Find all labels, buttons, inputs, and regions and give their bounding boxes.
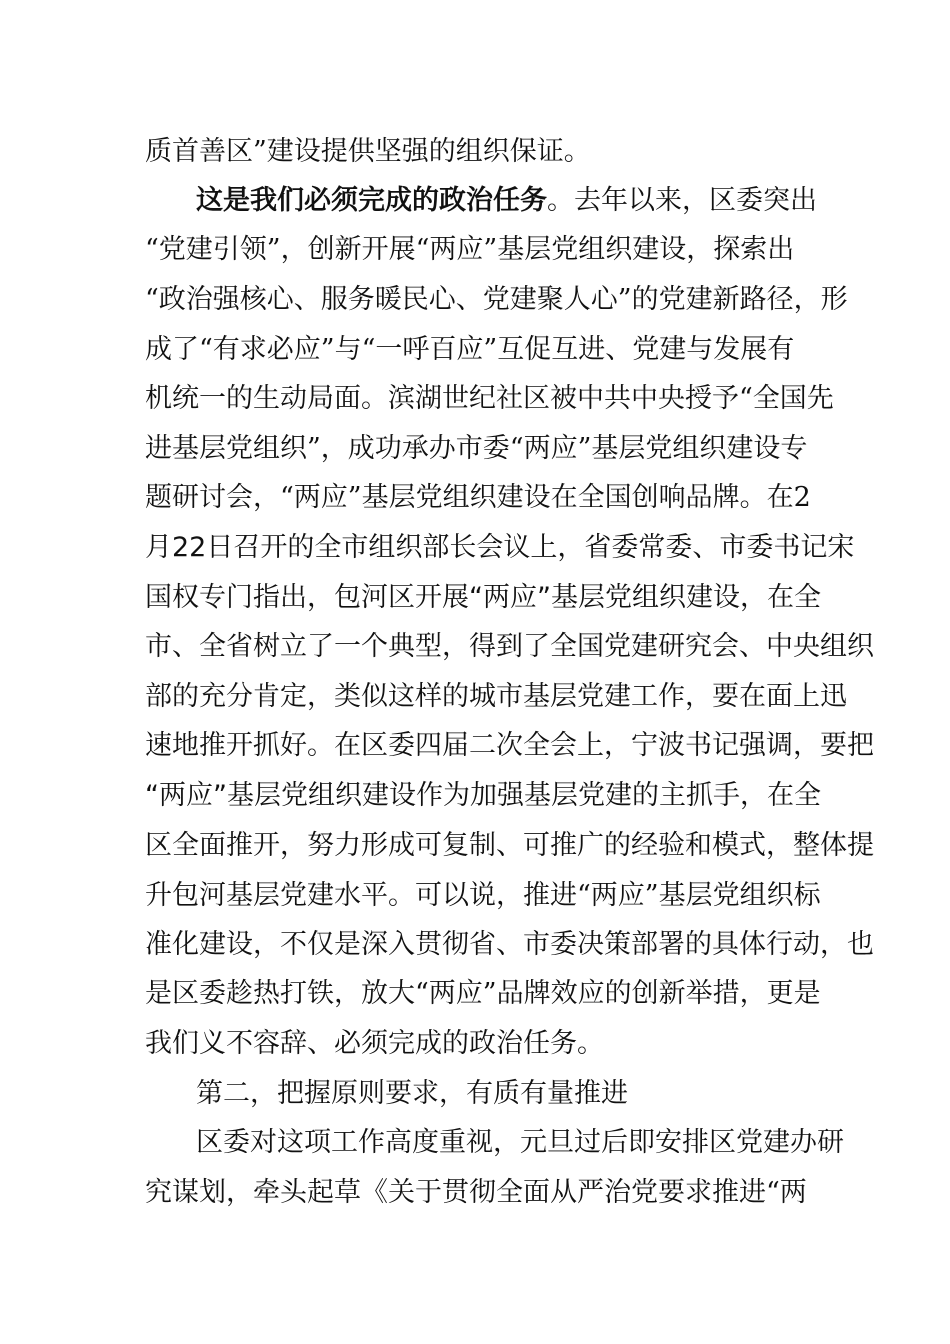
paragraph-line-16 xyxy=(145,877,821,913)
paragraph-line-5 xyxy=(145,332,794,368)
paragraph-line-8 xyxy=(145,480,811,516)
text-run: 究谋划，牵头起草《关于贯彻全面从严治党要求推进“两 xyxy=(145,1177,807,1208)
text-run: 月22日召开的全市组织部长会议上，省委常委、市委书记宋 xyxy=(145,532,855,563)
paragraph-line-12 xyxy=(145,679,847,715)
text-run: 机统一的生动局面。滨湖世纪社区被中共中央授予“全国先 xyxy=(145,383,834,414)
text-run: 部的充分肯定，类似这样的城市基层党建工作，要在面上迅 xyxy=(145,681,847,712)
section-heading xyxy=(196,1076,628,1112)
paragraph-line-2 xyxy=(196,183,817,219)
text-run: 。去年以来，区委突出 xyxy=(547,185,817,216)
paragraph-line-4 xyxy=(145,282,848,318)
text-run: “政治强核心、服务暖民心、党建聚人心”的党建新路径，形 xyxy=(145,284,848,315)
text-run: 可以说，推进“两应”基层党组织标 xyxy=(415,880,821,911)
emphasis-text: 这是我们必须完成的政治任务 xyxy=(196,185,547,216)
paragraph-line-3 xyxy=(145,232,794,268)
paragraph-line-9 xyxy=(145,530,854,566)
text-run: 成了“有求必应”与“一呼百应”互促互进、党建与发展有 xyxy=(145,334,795,365)
paragraph-line-7 xyxy=(145,431,807,467)
paragraph-line-10 xyxy=(145,580,821,616)
text-run: 速地推开抓好。在区委四届二次全会上，宁波书记强调，要把 xyxy=(145,730,874,761)
paragraph-line-22 xyxy=(145,1175,807,1211)
text-run: “党建引领”，创新开展“两应”基层党组织建设，探索出 xyxy=(145,234,795,265)
text-run: 题研讨会，“两应”基层党组织建设在全国创响品牌。在2 xyxy=(145,482,811,513)
text-run: 国权专门指出，包河区开展“两应”基层党组织建设，在全 xyxy=(145,582,821,613)
text-run: 进基层党组织”，成功承办市委“两应”基层党组织建设专 xyxy=(145,433,808,464)
paragraph-line-11 xyxy=(145,629,874,665)
paragraph-line-21 xyxy=(196,1125,844,1161)
text-run: “两应”基层党组织建设作为加强基层党建的主抓手，在全 xyxy=(145,780,821,811)
paragraph-line-6 xyxy=(145,381,834,417)
text-run: 区委对这项工作高度重视，元旦过后即安排区党建办研 xyxy=(196,1127,844,1158)
text-run: 我们义不容辞、必须完成的政治任务。 xyxy=(145,1028,604,1059)
paragraph-line-13 xyxy=(145,728,874,764)
paragraph-line-1 xyxy=(145,134,591,170)
paragraph-line-15 xyxy=(145,828,874,864)
text-run: 市、全省树立了一个典型，得到了全国党建研究会、中央组织 xyxy=(145,631,874,662)
paragraph-line-14 xyxy=(145,778,821,814)
text-run: 区全面推开，努力形成可复制、可推广的经验和模式，整体提 xyxy=(145,830,874,861)
text-run: 质首善区”建设提供坚强的组织保证。 xyxy=(145,136,591,167)
paragraph-line-17 xyxy=(145,927,874,963)
text-run: 准化建设，不仅是深入贯彻省、市委决策部署的具体行动，也 xyxy=(145,929,874,960)
text-run: 升包河基层党建水平。 xyxy=(145,880,415,911)
heading-text: 第二，把握原则要求，有质有量推进 xyxy=(196,1078,628,1109)
text-run: 是区委趁热打铁，放大“两应”品牌效应的创新举措，更是 xyxy=(145,978,821,1009)
paragraph-line-19 xyxy=(145,1026,604,1062)
paragraph-line-18 xyxy=(145,976,821,1012)
